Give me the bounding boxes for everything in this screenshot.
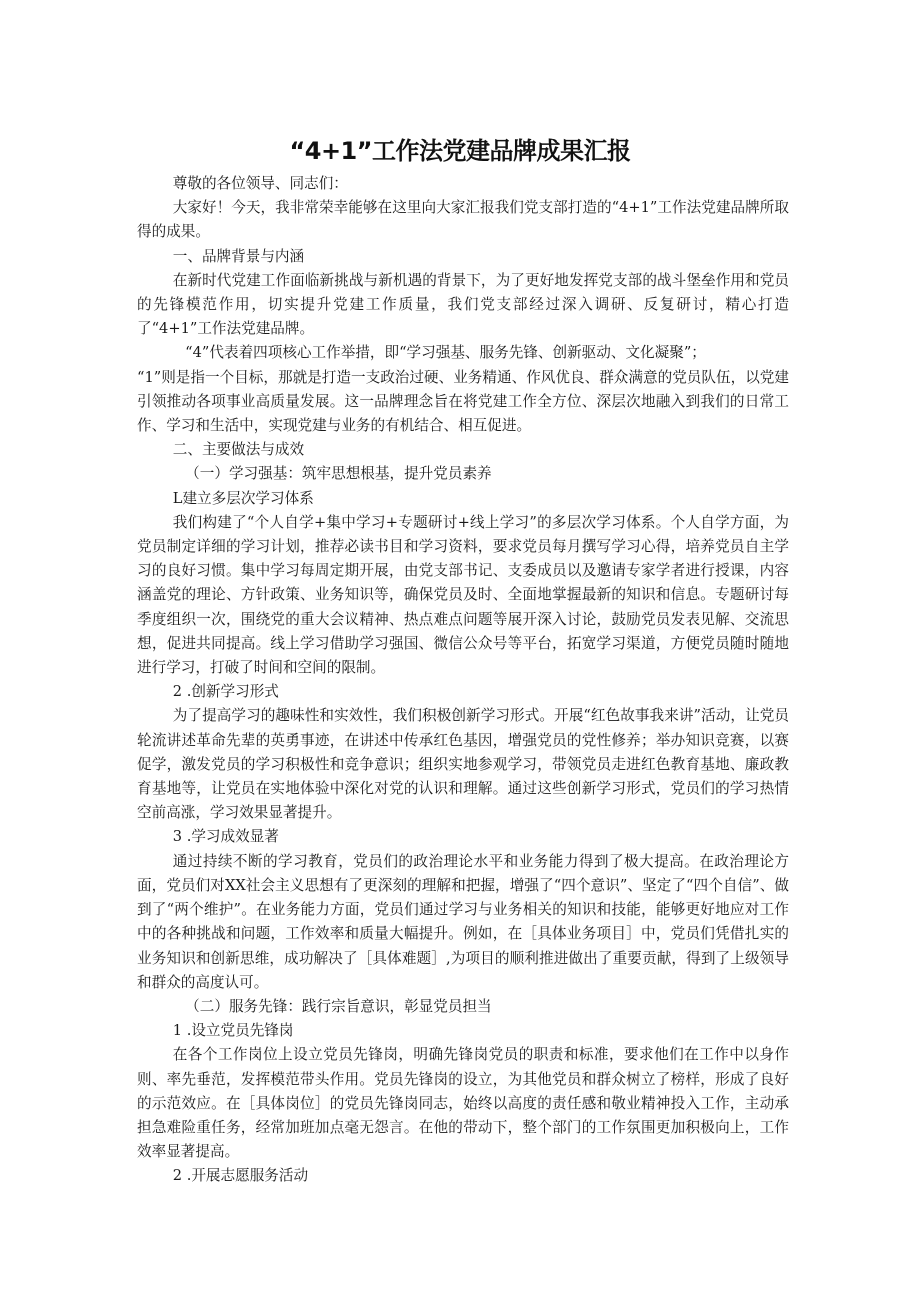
document-title: “4+1”工作法党建品牌成果汇报 (289, 137, 631, 166)
item-heading-study-system: L建立多层次学习体系 (172, 489, 314, 507)
subsection-heading-service: （二）服务先锋：践行宗旨意识，彰显党员担当 (185, 997, 492, 1015)
item-heading-volunteer: 2 .开展志愿服务活动 (172, 1167, 309, 1185)
background-paragraph: 在新时代党建工作面临新挑战与新机遇的背景下，为了更好地发挥党支部的战斗堡垒作用和党员的先锋模范作用，切实提升党建工作质量，我们党支部经过深入调研、反复研讨，精心打造了“4+1”工作法党建品牌。 (137, 271, 789, 338)
item-heading-study-forms: 2 .创新学习形式 (172, 683, 279, 701)
pioneer-post-paragraph: 在各个工作岗位上设立党员先锋岗，明确先锋岗党员的职责和标准，要求他们在工作中以身作则、率先垂范，发挥模范带头作用。党员先锋岗的设立，为其他党员和群众树立了榜样，形成了良好的示范效应。在［具体岗位］的党员先锋岗同志，始终以高度的责任感和敬业精神投入工作，主动承担急难险重任务，经常加班加点毫无怨言。在他的带动下，整个部门的工作氛围更加积极向上，工作效率显著提高。 (137, 1046, 789, 1161)
study-forms-paragraph: 为了提高学习的趣味性和实效性，我们积极创新学习形式。开展“红色故事我来讲”活动，让党员轮流讲述革命先辈的英勇事迹，在讲述中传承红色基因，增强党员的党性修养；举办知识竞赛，以赛促学，激发党员的学习积极性和竞争意识；组织实地参观学习，带领党员走进红色教育基地、廉政教育基地等，让党员在实地体验中深化对党的认识和理解。通过这些创新学习形式，党员们的学习热情空前高涨，学习效果显著提升。 (137, 707, 789, 822)
item-heading-study-results: 3 .学习成效显著 (172, 828, 279, 846)
study-results-paragraph: 通过持续不断的学习教育，党员们的政治理论水平和业务能力得到了极大提高。在政治理论方面，党员们对XX社会主义思想有了更深刻的理解和把握，增强了“四个意识”、坚定了“四个自信”、做到了“两个维护”。在业务能力方面，党员们通过学习与业务相关的知识和技能，能够更好地应对工作中的各种挑战和问题，工作效率和质量大幅提升。例如，在［具体业务项目］中，党员们凭借扎实的业务知识和创新思维，成功解决了［具体难题］,为项目的顺利推进做出了重要贡献，得到了上级领导和群众的高度认可。 (137, 852, 789, 991)
greeting-paragraph: 尊敬的各位领导、同志们： (172, 175, 348, 192)
document-body (137, 172, 789, 1189)
connotation-paragraph-1: “1”则是指一个目标，那就是打造一支政治过硬、业务精通、作风优良、群众满意的党员队伍，以党建引领推动各项事业高质量发展。这一品牌理念旨在将党建工作全方位、深层次地融入到我们的日常工作、学习和生活中，实现党建与业务的有机结合、相互促进。 (137, 368, 789, 435)
study-system-paragraph: 我们构建了“个人自学+集中学习+专题研讨+线上学习”的多层次学习体系。个人自学方面，为党员制定详细的学习计划，推荐必读书目和学习资料，要求党员每月撰写学习心得，培养党员自主学习的良好习惯。集中学习每周定期开展，由党支部书记、支委成员以及邀请专家学者进行授课，内容涵盖党的理论、方针政策、业务知识等，确保党员及时、全面地掌握最新的知识和信息。专题研讨每季度组织一次，围绕党的重大会议精神、热点难点问题等展开深入讨论，鼓励党员发表见解、交流思想，促进共同提高。线上学习借助学习强国、微信公众号等平台，拓宽学习渠道，方便党员随时随地进行学习，打破了时间和空间的限制。 (137, 513, 789, 677)
section-heading-2: 二、主要做法与成效 (172, 441, 305, 459)
item-heading-pioneer-post: 1 .设立党员先锋岗 (172, 1022, 294, 1040)
section-heading-1: 一、品牌背景与内涵 (172, 247, 305, 265)
subsection-heading-study: （一）学习强基：筑牢思想根基，提升党员素养 (185, 465, 492, 483)
opening-paragraph: 大家好！今天，我非常荣幸能够在这里向大家汇报我们党支部打造的“4+1”工作法党建品牌所取得的成果。 (137, 199, 789, 241)
connotation-paragraph-4: “4”代表着四项核心工作举措，即“学习强基、服务先锋、创新驱动、文化凝聚”； (185, 344, 706, 362)
